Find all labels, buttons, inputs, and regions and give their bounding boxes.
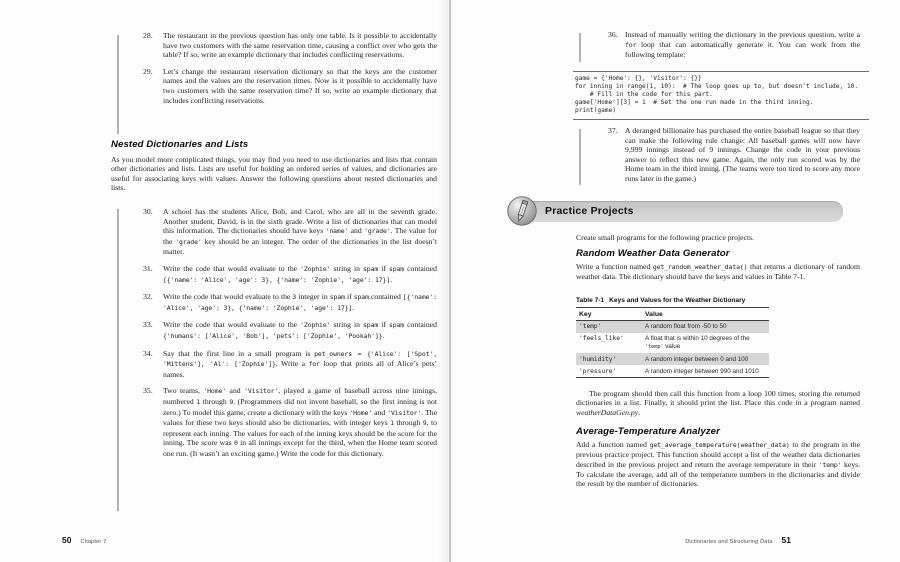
exercise-text (163, 386, 437, 458)
table-caption-title: Keys and Values for the Weather Dictionary (609, 297, 746, 304)
table-caption-label: Table 7-1 (576, 297, 605, 304)
text-segment: get_random_weather_data() (652, 263, 748, 271)
text-segment: spam (353, 293, 369, 302)
exercise-35 (143, 386, 437, 458)
text-segment: string in (330, 263, 364, 273)
text-segment: value (663, 342, 681, 350)
text-segment: Two teams, (163, 386, 204, 396)
project-heading-weather: Random Weather Data Generator (576, 248, 730, 259)
text-segment: . (638, 407, 641, 417)
text-segment: 'temp' (818, 460, 842, 469)
text-segment: . The values for these two keys should also be dictionaries, with integer keys (163, 407, 437, 428)
table-caption (576, 297, 745, 304)
text-segment: {'humans': ['Alice', 'Bob'], 'pets': ['Zophie', 'Pookah']} (163, 331, 383, 340)
page-number: 50 (62, 535, 72, 545)
text-segment: Instead of manually writing the dictionary in the previous question, write a (625, 30, 860, 39)
exercise-text (163, 320, 437, 341)
exercise-34 (143, 349, 437, 380)
margin-bar (117, 35, 119, 134)
text-segment: 'Zophie' (300, 321, 331, 330)
page-gutter-divider (449, 0, 451, 562)
code-listing (573, 71, 869, 120)
exercise-text (163, 349, 437, 380)
table-cell-value (643, 333, 769, 354)
exercise-number: 36. (608, 30, 618, 39)
exercise-37 (608, 126, 860, 184)
text-segment: spam (329, 293, 345, 302)
text-segment: 'temp' (645, 343, 664, 350)
text-segment: contained (404, 320, 437, 330)
text-segment: keys. To calculate the average, add all of the temperature numbers in the dictionaries and divide the result by the number of dictionaries. (576, 459, 860, 489)
table-cell-key: 'feels_like' (579, 335, 624, 343)
text-segment: 0 (233, 439, 238, 448)
text-segment: 'Visitor' (387, 408, 422, 417)
margin-bar (579, 129, 581, 185)
running-head-chapter: Chapter 7 (80, 539, 107, 545)
page-number: 51 (781, 535, 791, 545)
exercise-32 (143, 292, 437, 313)
text-segment: string in (330, 320, 364, 330)
text-segment: . Write a (275, 359, 309, 369)
text-segment: The restaurant in the previous question has only one table. Is it possible to accidentally have two customers with the same reservation time, causing a conflict over who gets the table? If so, write an example dictionary that includes conflicting reservations. (163, 31, 437, 60)
text-segment: integer in (296, 292, 330, 302)
margin-bar (117, 209, 119, 511)
table-cell-key: 'temp' (579, 323, 602, 330)
exercise-list-37 (608, 126, 860, 191)
text-segment: . (390, 274, 393, 284)
exercise-text (163, 264, 437, 285)
text-segment: [{'name': 'Alice', 'age': 3}, {'name': 'Zophie', 'age': 17}] (163, 293, 437, 312)
table-header-row (576, 308, 769, 321)
page-gutter-shadow (438, 0, 454, 562)
text-segment: A random integer between 990 and 1010 (645, 367, 759, 375)
exercise-text (625, 30, 860, 60)
margin-bar (579, 33, 581, 62)
text-segment: for (625, 40, 637, 49)
text-segment: . (382, 330, 385, 340)
text-segment: 9 (229, 397, 234, 406)
exercise-30 (143, 207, 437, 257)
project-body-average (576, 440, 860, 488)
code-line: # Fill in the code for this part. (575, 91, 713, 98)
text-segment: through (200, 396, 230, 406)
table-cell-value (643, 353, 769, 365)
exercise-33 (143, 320, 437, 341)
table-cell-value (643, 321, 769, 333)
code-line: game['Home'][3] = 1 # Set the one run made in the third inning. (575, 99, 814, 106)
text-segment: 'Home' (203, 387, 227, 396)
exercise-28 (143, 31, 437, 60)
text-segment: if (344, 292, 354, 302)
text-segment: for (308, 360, 320, 369)
exercise-list-top (143, 31, 437, 112)
text-segment: 'grade' (364, 227, 391, 236)
table-cell-key: 'humidity' (579, 355, 617, 363)
text-segment: and (226, 386, 245, 396)
exercise-29 (143, 67, 437, 105)
text-segment: . (Programmers did not invent baseball, so the first inning is not zero.) To model this game, create a dictionary with the keys (163, 396, 437, 417)
text-segment: spam (388, 264, 405, 273)
text-segment: 9 (422, 419, 427, 428)
text-segment: loop that prints all of Alice’s pets’ names. (163, 359, 437, 379)
exercise-number: 29. (143, 66, 153, 76)
page-footer-right (576, 535, 791, 545)
exercise-text (163, 67, 437, 105)
text-segment: Let’s change the restaurant reservation dictionary so that the keys are the customer names and the values are the reservation times. Now is it possible to accidentally have two customers with the same reservation time? If so, write an example dictionary that includes conflicting reservations. (163, 66, 437, 105)
text-segment: Say that the first line in a small program is (163, 348, 315, 358)
page-right (450, 0, 900, 562)
exercise-list-36 (608, 30, 860, 67)
text-segment: 'Zophie' (300, 264, 331, 273)
exercise-text (625, 126, 860, 184)
text-segment: , played a game of baseball across nine innings, numbered (163, 386, 437, 406)
text-segment: . The value for the (163, 226, 437, 246)
pencil-icon (507, 196, 537, 226)
table-row (576, 365, 769, 377)
text-segment: A deranged billionaire has purchased the entire baseball league so that they can make the following rule change: All baseball games will now have 9,999 innings instead of 9 innings. Change the code in your previous answer to reflect this new game. Again, the only run scored was by the Home team in the third inning. (The teams were too tired to score any more runs later in the game.) (625, 126, 860, 183)
exercise-number: 32. (143, 292, 153, 302)
text-segment: 'Home' (349, 408, 373, 417)
text-segment: Write the code that would evaluate to the (163, 263, 301, 273)
text-segment: [{'name': 'Alice', 'age': 3}, {'name': 'Zophie', 'age': 17}] (163, 275, 391, 284)
text-segment: that returns a dictionary of random weather data. The dictionary should have the keys and values in Table 7-1. (576, 262, 861, 282)
text-segment: , to represent each inning. The values for each of the inning keys should be the score for the inning. The score was (163, 418, 437, 448)
code-line: print(game) (575, 107, 616, 114)
exercise-number: 35. (143, 386, 153, 396)
text-segment: . (352, 302, 355, 312)
text-segment: if (378, 320, 389, 330)
exercise-text (163, 207, 437, 257)
exercise-number: 37. (608, 126, 618, 135)
code-line: game = {'Home': {}, 'Visitor': {}} (575, 75, 702, 82)
text-segment: in all innings except for the third, when the Home team scored one run. (It wasn’t an exciting game.) Write the code for this dictionary. (163, 438, 437, 458)
text-segment: through (393, 418, 423, 428)
running-head-title: Dictionaries and Structuring Data (685, 539, 773, 545)
text-segment: spam (388, 321, 405, 330)
section-heading: Nested Dictionaries and Lists (111, 139, 249, 150)
practice-intro: Create small programs for the following practice projects. (576, 233, 755, 242)
table-row (576, 321, 769, 333)
exercise-text (163, 292, 437, 313)
text-segment: get_average_temperature(weather_data) (649, 441, 790, 449)
text-segment: A school has the students Alice, Bob, and Carol, who are all in the seventh grade. Another student, David, is in the sixth grade. Write a list of dictionaries that can model this information. The dictionaries should have keys (163, 207, 437, 236)
text-segment: if (378, 263, 389, 273)
text-segment: Write the code that would evaluate to the (163, 320, 301, 330)
text-segment: A float that is within 10 degrees of the (645, 335, 750, 343)
table-cell-value (643, 365, 769, 377)
text-segment: and (348, 226, 365, 236)
text-segment: loop that can automatically generate it. You can work from the following template: (625, 39, 860, 60)
weather-table (576, 307, 769, 378)
text-segment: 'grade' (175, 237, 202, 246)
text-segment: 3 (292, 293, 297, 302)
text-segment: key should be an integer. The order of the dictionaries in the list doesn’t matter. (163, 236, 437, 257)
text-segment: A random float from -50 to 50 (645, 323, 727, 330)
text-segment: contained (368, 292, 403, 302)
exercise-36 (608, 30, 860, 60)
table-row (576, 353, 769, 365)
exercise-list-nested (143, 207, 437, 465)
text-segment: weatherDataGen.py (576, 407, 639, 417)
practice-projects-heading: Practice Projects (545, 205, 634, 217)
exercise-number: 30. (143, 207, 153, 216)
table-header-key: Key (579, 310, 592, 318)
text-segment: to the program in the previous practice project. This function should accept a list of the weather data dictionaries described in the previous project and return the average temperature in their (576, 440, 860, 469)
text-segment: 'name' (325, 227, 349, 236)
table-cell-key: 'pressure' (579, 367, 617, 375)
text-segment: The program should then call this function from a loop 100 times, storing the returned dictionaries in a list. Finally, it should print the list. Place this code in a program named (576, 389, 860, 408)
text-segment: 'Visitor' (244, 387, 279, 396)
exercise-number: 34. (143, 348, 153, 358)
exercise-31 (143, 264, 437, 285)
exercise-number: 31. (143, 263, 153, 273)
exercise-number: 33. (143, 320, 153, 330)
text-segment: and (372, 407, 388, 417)
project-heading-average: Average-Temperature Analyzer (576, 426, 720, 437)
table-header-value: Value (645, 310, 663, 318)
after-table-paragraph (576, 389, 860, 417)
text-segment: 1 (390, 419, 394, 428)
text-segment: pet_owners = {'Alice': ['Spot', 'Mittens'], 'Al': ['Zophie']} (163, 349, 437, 369)
text-segment: A random integer between 0 and 100 (645, 355, 749, 363)
page-footer-left (62, 535, 106, 545)
text-segment: Write a function named (576, 262, 653, 271)
text-segment: 1 (196, 397, 201, 406)
text-segment: Add a function named (576, 440, 650, 449)
text-segment: Write the code that would evaluate to the (163, 292, 293, 302)
section-intro: As you model more complicated things, you may find you need to use dictionaries and lists that contain other dictionaries and lists. Lists are useful for holding an ordered series of values, and dictionaries are useful for associating keys with values. Answer the following questions about nested dictionaries and lists. (111, 155, 437, 192)
text-segment: contained (404, 263, 437, 273)
exercise-number: 28. (143, 31, 153, 40)
text-segment: spam (363, 264, 379, 273)
table-row (576, 333, 769, 354)
code-line: for inning in range(1, 10): # The loop goes up to, but doesn't include, 10. (575, 83, 859, 90)
exercise-text (163, 31, 437, 60)
text-segment: spam (363, 321, 379, 330)
project-body-weather (576, 262, 860, 282)
